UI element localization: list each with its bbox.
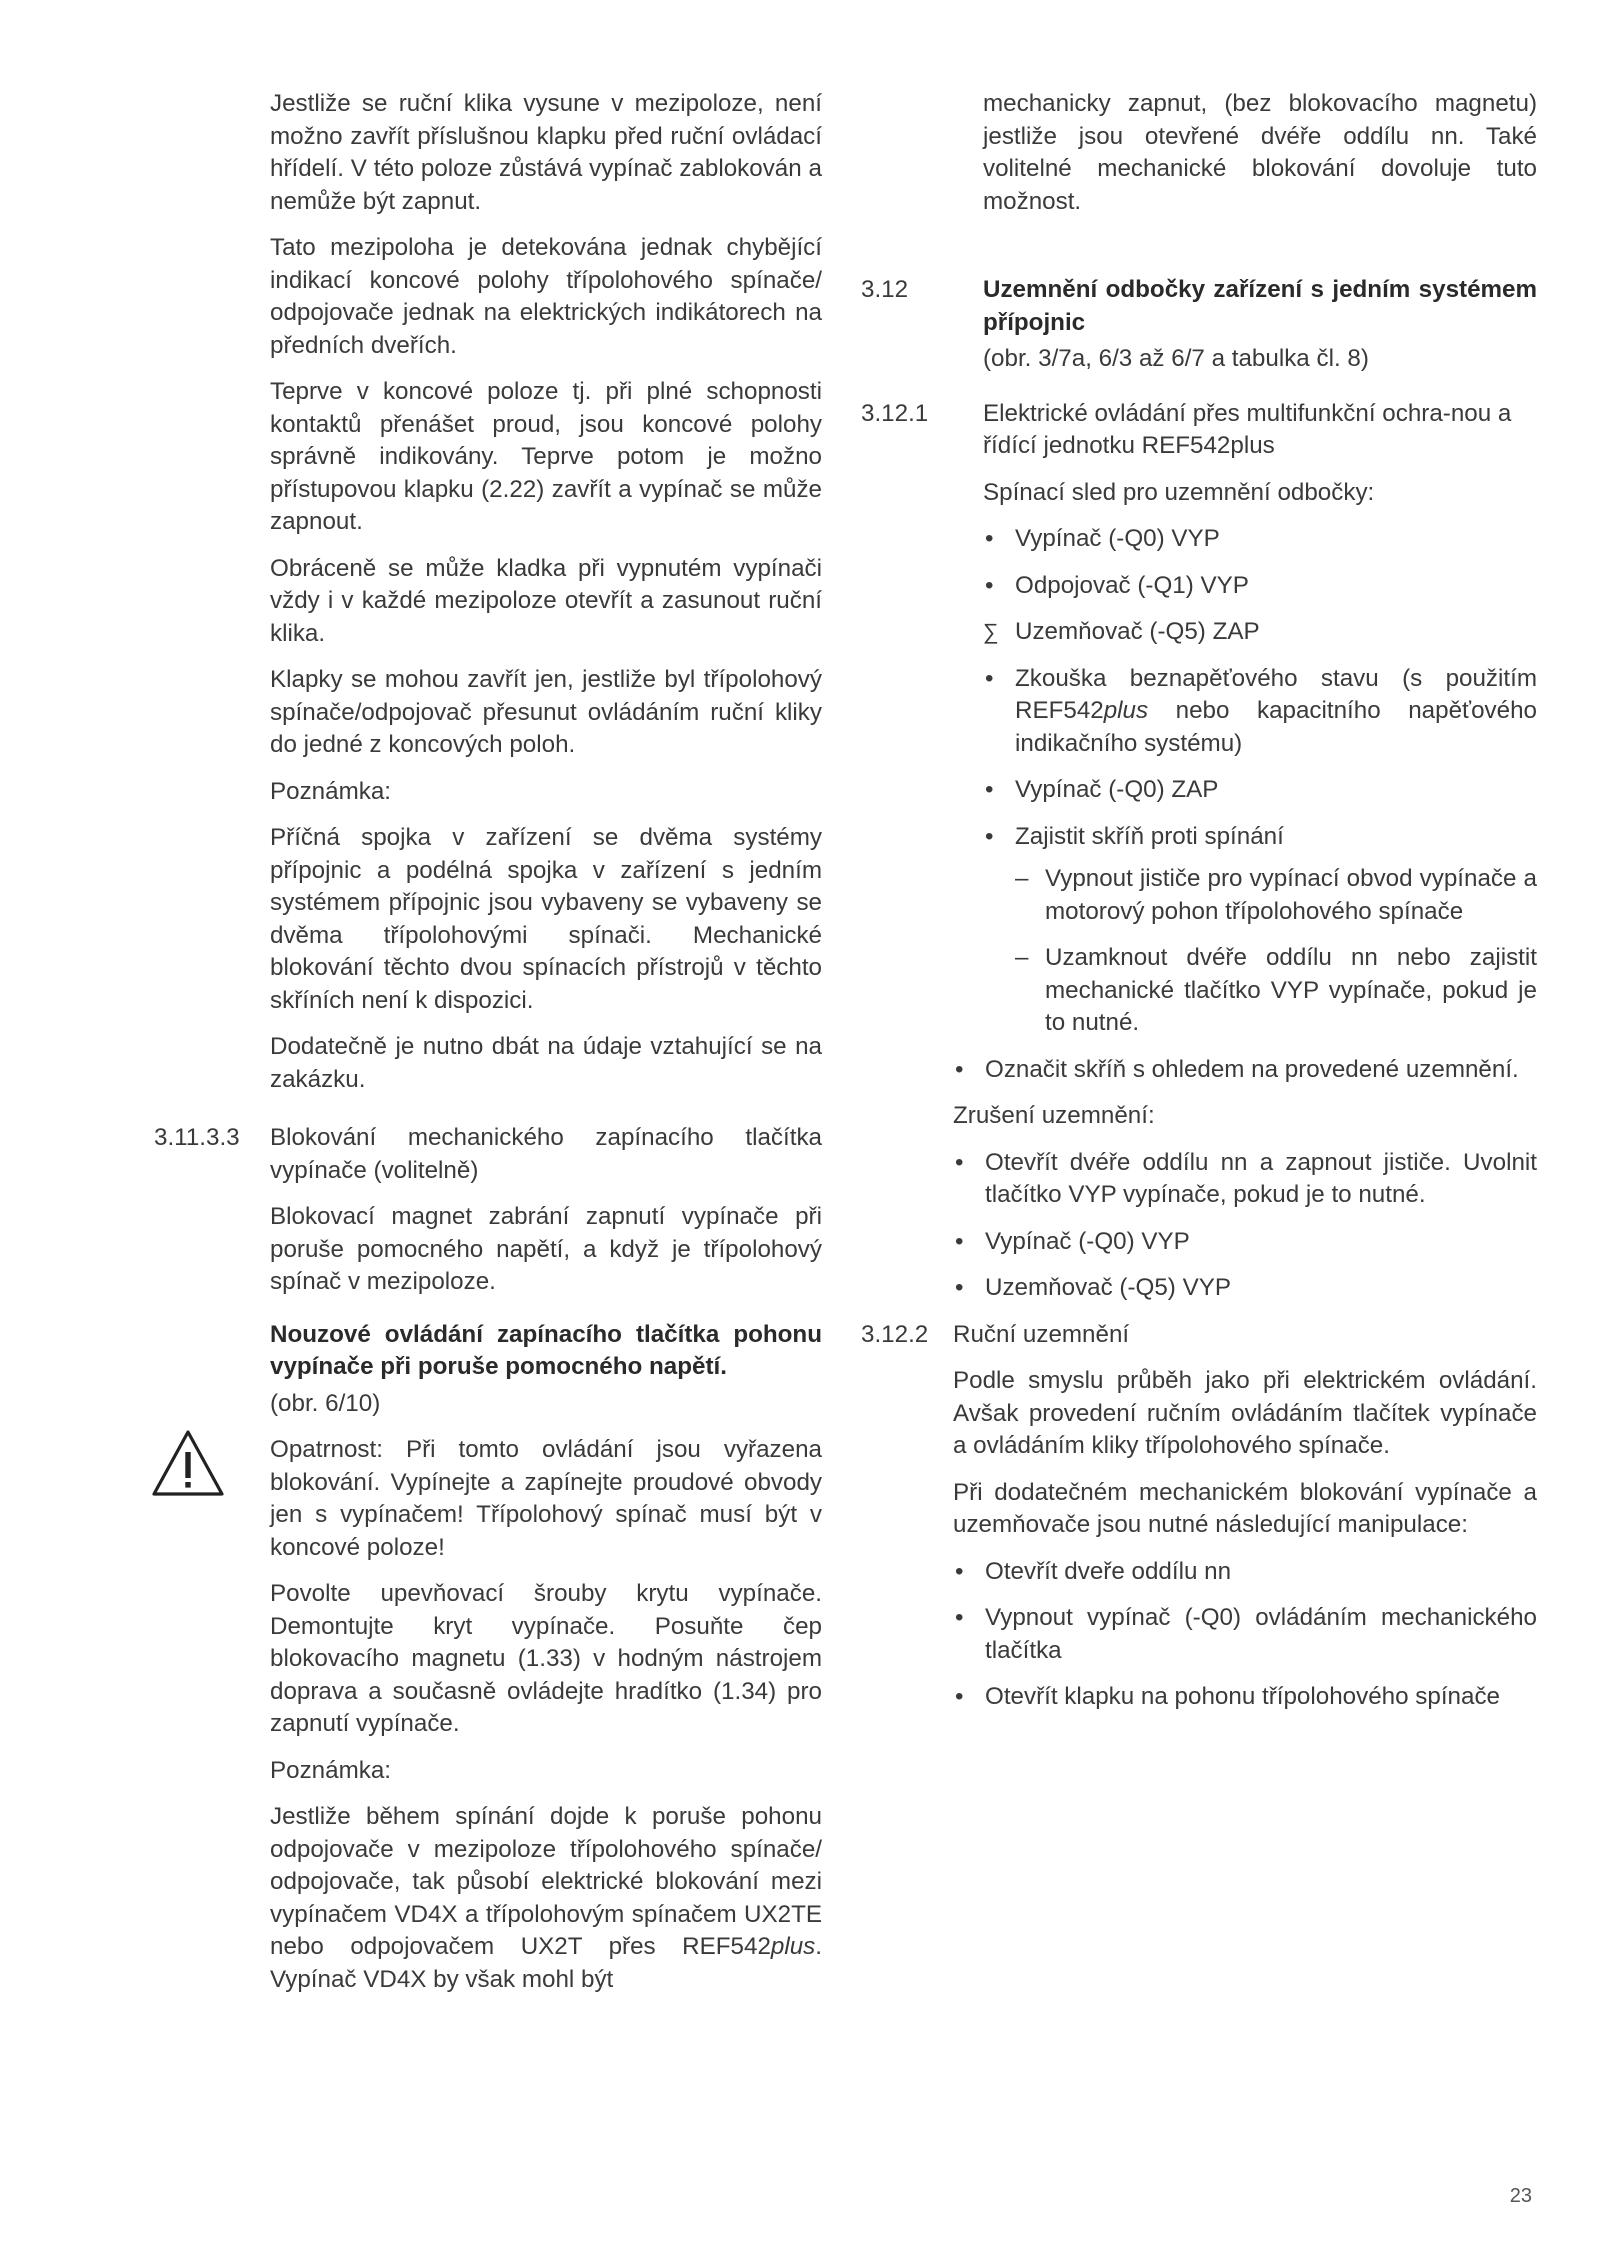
note-label: Poznámka: [270,1756,391,1784]
warning-icon [152,1428,224,1500]
list-item [983,821,1537,1040]
paragraph: Obráceně se může kladka při vypnutém vypínači vždy i v každé mezipoloze otevřít a zasunout ruční klika. [270,554,822,647]
list-item: • Otevřít dveře oddílu nn [953,1556,1537,1589]
paragraph: Jestliže se ruční klika vysune v mezipoloze, není možno zavřít příslušnou klapku před ruční ovládací hřídelí. V této poloze zůstává vypínač zablokován a nemůže být zapnut. [270,90,822,215]
caution-text: Opatrnost: Při tomto ovládání jsou vyřazena blokování. Vypínejte a zapínejte proudové obvody jen s vypínačem! Třípolohový spínač musí být v koncové poloze! [270,1436,822,1561]
list-item: • Odpojovač (-Q1) VYP [983,570,1537,603]
figure-reference: (obr. 6/10) [270,1389,381,1417]
page-number: 23 [1509,2185,1532,2207]
section-heading-3-12 [861,274,1537,339]
list-item: • Vypnout vypínač (-Q0) ovládáním mechanického tlačítka [953,1602,1537,1667]
sub-list-item: – Vypnout jističe pro vypínací obvod vypínače a motorový pohon třípolohového spínače [1015,863,1537,928]
note-label: Poznámka: [270,777,391,805]
manual-list [953,1556,1537,1714]
section-heading-3-11-3-3 [154,1122,822,1187]
paragraph: Spínací sled pro uzemnění odbočky: [983,478,1375,506]
paragraph: Dodatečně je nutno dbát na údaje vztahující se na zakázku. [270,1033,822,1093]
note-text-part: . Vypínač VD4X by však mohl být [270,1933,822,1993]
section-title: Uzemnění odbočky zařízení s jedním systémem přípojnic [983,276,1537,336]
marking-list [953,1054,1537,1087]
list-item: • Otevřít klapku na pohonu třípolohového spínače [953,1681,1537,1714]
note-text-italic: plus [770,1933,816,1960]
list-item: • Otevřít dvéře oddílu nn a zapnout jističe. Uvolnit tlačítko VYP vypínače, pokud je to nutné. [953,1147,1537,1212]
note-text: Příčná spojka v zařízení se dvěma systémy přípojnic a podélná spojka v zařízení s jedním systémem přípojnic jsou vybaveny se vybaveny se dvěma třípolohovými spínači. Mechanické blokování těchto dvou spínacích přístrojů v těchto skříních není k dispozici. [270,824,822,1014]
cancel-list [953,1147,1537,1305]
paragraph: Při dodatečném mechanickém blokování vypínače a uzemňovače jsou nutné následující manipulace: [953,1478,1537,1538]
paragraph: Klapky se mohou zavřít jen, jestliže byl třípolohový spínače/odpojovač přesunut ovládáním ruční kliky do jedné z koncových poloh. [270,666,822,758]
section-title: Ruční uzemnění [953,1320,1130,1348]
list-item: • Označit skříň s ohledem na provedené uzemnění. [953,1054,1537,1087]
list-item: • Vypínač (-Q0) VYP [953,1226,1537,1259]
earthing-sequence-list [983,523,1537,1040]
section-title: Elektrické ovládání přes multifunkční ochra-nou a řídící jednotku REF542plus [983,399,1512,459]
sub-list-item: – Uzamknout dvéře oddílu nn nebo zajistit mechanické tlačítko VYP vypínače, pokud je to nutné. [1015,942,1537,1040]
list-item-italic: plus [1103,697,1149,724]
section-number: 3.12.1 [861,399,929,427]
paragraph: Teprve v koncové poloze tj. při plné schopnosti kontaktů přenášet proud, jsou koncové polohy správně indikovány. Teprve potom je možno přístupovou klapku (2.22) zavřít a vypínač se může zapnout. [270,378,822,535]
sub-list [1015,863,1537,1040]
section-title: Blokování mechanického zapínacího tlačítka vypínače (volitelně) [270,1124,822,1184]
section-heading-3-12-1 [861,398,1537,463]
list-item: • Uzemňovač (-Q5) VYP [953,1272,1537,1305]
section-number: 3.11.3.3 [154,1124,240,1151]
section-heading-3-12-2 [861,1319,1537,1352]
note-text [270,1801,822,1996]
caution-block [270,1434,822,1564]
list-item [983,663,1537,761]
paragraph: Povolte upevňovací šrouby krytu vypínače. Demontujte kryt vypínače. Posuňte čep blokovacího magnetu (1.33) v hodným nástrojem doprava a současně ovládejte hradítko (1.34) pro zapnutí vypínače. [270,1580,822,1737]
list-item: ∑ Uzemňovač (-Q5) ZAP [983,616,1537,649]
section-number: 3.12 [861,276,909,303]
right-column [861,88,1537,1728]
section-number: 3.12.2 [861,1320,929,1348]
paragraph: mechanicky zapnut, (bez blokovacího magnetu) jestliže jsou otevřené dvéře oddílu nn. Také volitelné mechanické blokování dovoluje tuto možnost. [983,90,1537,215]
list-item-part: Zkouška beznapěťového stavu (s použitím REF542 [1015,664,1537,724]
left-column [154,88,822,2010]
figure-reference: (obr. 3/7a, 6/3 až 6/7 a tabulka čl. 8) [983,345,1369,372]
paragraph: Tato mezipoloha je detekována jednak chybějící indikací koncové polohy třípolohového spínače/ odpojovače jednak na elektrických indikátorech na předních dveřích. [270,234,822,359]
list-item: • Vypínač (-Q0) ZAP [983,774,1537,807]
list-item-part: nebo kapacitního napěťového indikačního systému) [1015,697,1537,757]
paragraph: Zrušení uzemnění: [953,1102,1155,1129]
note-text-part: Jestliže během spínání dojde k poruše pohonu odpojovače v mezipoloze třípolohového spínače/ odpojovače, tak působí elektrické blokování mezi vypínačem VD4X a třípolohovým spínačem UX2TE nebo odpojovačem UX2T přes REF542 [270,1803,822,1960]
list-item-text: Zajistit skříň proti spínání [1015,822,1284,850]
bold-heading: Nouzové ovládání zapínacího tlačítka pohonu vypínače při poruše pomocného napětí. [270,1320,822,1380]
list-item: • Vypínač (-Q0) VYP [983,523,1537,556]
paragraph: Podle smyslu průběh jako při elektrickém ovládání. Avšak provedení ručním ovládáním tlačítek vypínače a ovládáním kliky třípolohového spínače. [953,1367,1537,1459]
paragraph: Blokovací magnet zabrání zapnutí vypínače při poruše pomocného napětí, a když je třípolohový spínač v mezipoloze. [270,1203,822,1295]
